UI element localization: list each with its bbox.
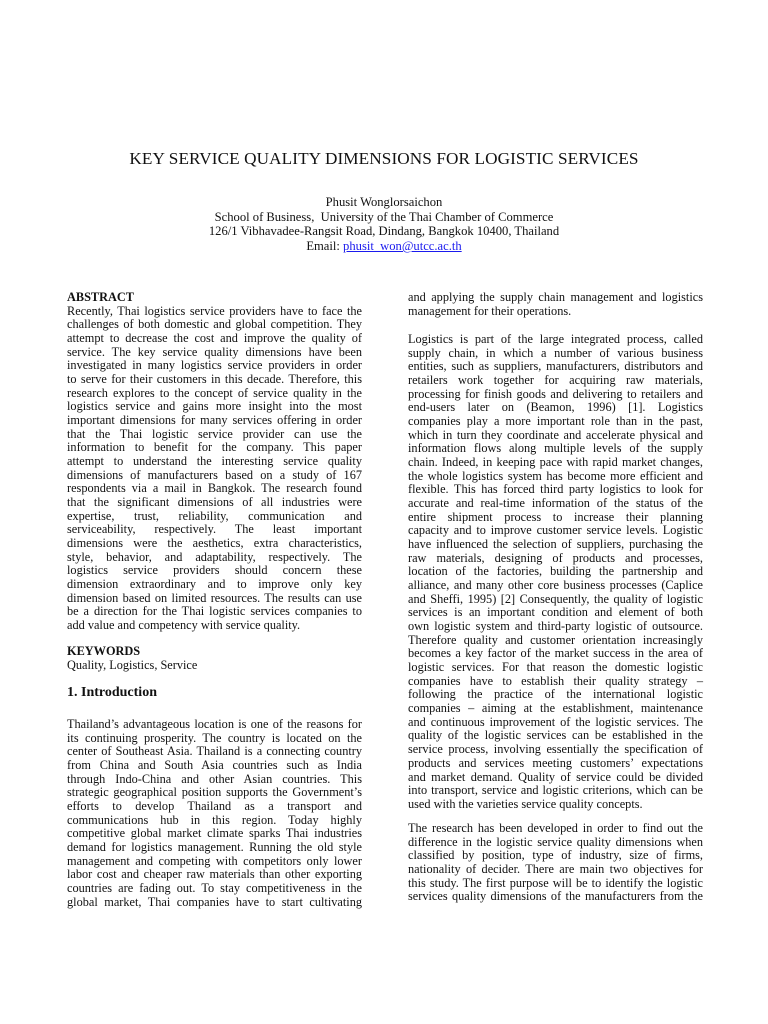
introduction-body: [67, 718, 362, 909]
author-address: 126/1 Vibhavadee-Rangsit Road, Dindang, Bangkok 10400, Thailand: [208, 224, 560, 239]
text-line: this study. The first purpose will be to identify the logistic: [408, 875, 703, 890]
text-line: The research has been developed in order to find out the: [408, 821, 703, 835]
keywords-section: [67, 645, 362, 672]
text-line: chain. Indeed, in keeping pace with rapid market changes,: [408, 455, 703, 470]
text-line: information flows along multiple levels of the supply: [408, 441, 703, 456]
text-line: retailers work together for acquiring raw materials,: [408, 373, 703, 388]
text-line: dimension extraordinary and to improve only key: [67, 577, 362, 592]
text-line: own logistic system and third-party logistic of outsource.: [408, 619, 703, 634]
text-line: and applying the supply chain management and logistics: [408, 290, 703, 304]
text-line: processing for finish goods and delivering to retailers and: [408, 386, 703, 401]
paper-title: KEY SERVICE QUALITY DIMENSIONS FOR LOGISTIC SERVICES: [129, 149, 639, 168]
text-line: through Indo-China and other Asian countries. This: [67, 771, 362, 786]
text-line: communications hub in this region. Today highly: [67, 812, 362, 827]
text-line: the whole logistics system has become more efficient and: [408, 468, 703, 483]
keywords-text: Quality, Logistics, Service: [67, 657, 198, 672]
text-line: dimensions were the aesthetics, extra characteristics,: [67, 536, 362, 551]
text-line: demand for logistics management. Running the old style: [67, 840, 362, 855]
text-line: flexible. This has forced third party logistics to look for: [408, 482, 703, 497]
keywords-heading: KEYWORDS: [67, 644, 141, 658]
text-line: and market demand. Quality of service could be divided: [408, 769, 703, 784]
text-line: Logistics is part of the large integrated process, called: [408, 332, 703, 346]
text-line: management for their operations.: [408, 303, 572, 318]
text-line: used with the varieties service quality concepts.: [408, 796, 643, 811]
text-line: companies have to establish their quality strategy –: [408, 673, 703, 688]
text-line: attempt to understand the interesting service quality: [67, 454, 362, 469]
text-line: quality of the logistic services can be established in the: [408, 728, 703, 743]
introduction-heading: [67, 686, 362, 700]
right-paragraph-1: [408, 291, 703, 318]
author-name: Phusit Wonglorsaichon: [325, 195, 443, 209]
text-line: alliance, and many other core business processes (Caplice: [408, 578, 703, 593]
text-line: challenges of both domestic and global competition. They: [67, 317, 362, 332]
text-line: supply chain, in which a number of various business: [408, 345, 703, 360]
text-line: countries are fading out. To stay competitiveness in the: [67, 881, 362, 896]
text-line: Therefore quality and customer orientation increasingly: [408, 632, 703, 647]
text-line: global market, Thai companies have to start cultivating: [67, 894, 362, 909]
text-line: classified by position, type of industry, size of firms,: [408, 848, 703, 863]
text-line: important dimensions for many services offering in order: [67, 413, 362, 428]
text-line: accurate and real-time information of the status of the: [408, 496, 703, 511]
text-line: end-users later on (Beamon, 1996) [1]. Logistics: [408, 400, 703, 415]
text-line: service. The key service quality dimensions have been: [67, 344, 362, 359]
text-line: becomes a key factor of the market success in the area of: [408, 646, 703, 661]
abstract-section: [67, 291, 362, 633]
text-line: that the significant dimensions of all industries were: [67, 495, 362, 510]
text-line: products and services meeting customers’ expectations: [408, 755, 703, 770]
text-line: service process, involving essentially the specification of: [408, 742, 703, 757]
text-line: add value and competency with service quality.: [67, 618, 301, 633]
text-line: companies – aiming at the establishment, maintenance: [408, 701, 703, 716]
text-line: Thailand’s advantageous location is one of the reasons for: [67, 717, 362, 731]
text-line: strategic geographical position supports the Government’s: [67, 785, 362, 800]
email-link[interactable]: phusit_won@utcc.ac.th: [343, 239, 462, 254]
text-line: entities, such as suppliers, manufacturers, distributors and: [408, 359, 703, 374]
text-line: that the Thai logistic service provider can use the: [67, 426, 362, 441]
email-label: Email:: [306, 239, 344, 254]
text-line: information to benefit for the company. This paper: [67, 440, 362, 455]
text-line: expertise, trust, reliability, communication and: [67, 508, 362, 523]
text-line: attempt to decrease the cost and improve the quality of: [67, 331, 362, 346]
text-line: following the practice of the international logistic: [408, 687, 703, 702]
text-line: center of Southeast Asia. Thailand is a connecting country: [67, 744, 362, 759]
text-line: logistics service providers should concern these: [67, 563, 362, 578]
text-line: investigated in many logistics service providers in order: [67, 358, 362, 373]
text-line: respondents via a mail in Bangkok. The research found: [67, 481, 362, 496]
text-line: be a direction for the Thai logistic services companies to: [67, 604, 362, 619]
text-line: location of the factories, building the partnership and: [408, 564, 703, 579]
text-line: into transport, service and logistic criterions, which can be: [408, 783, 703, 798]
text-line: capacity and to improve customer service levels. Logistic: [408, 523, 703, 538]
text-line: difference in the logistic service quality dimensions when: [408, 834, 703, 849]
text-line: logistics service and gains more insight into the most: [67, 399, 362, 414]
text-line: logistic services. For that reason the domestic logistic: [408, 660, 703, 675]
text-line: which in turn they coordinate and accelerate physical and: [408, 427, 703, 442]
text-line: have influenced the selection of suppliers, purchasing the: [408, 537, 703, 552]
text-line: competitive global market climate sparks Thai industries: [67, 826, 362, 841]
text-line: services is an important condition and element of both: [408, 605, 703, 620]
text-line: companies play a more important role than in the past,: [408, 414, 703, 429]
text-line: services quality dimensions of the manufacturers from the: [408, 889, 703, 904]
text-line: management and competing with competitors only lower: [67, 853, 362, 868]
text-line: research explores to the concept of service quality in the: [67, 385, 362, 400]
author-block: [0, 195, 768, 254]
text-line: to serve for their customers in this decade. Therefore, this: [67, 372, 362, 387]
author-email-line: [0, 239, 768, 254]
abstract-body: [67, 305, 362, 633]
abstract-heading: ABSTRACT: [67, 290, 134, 304]
text-line: efforts to develop Thailand as a transport and: [67, 799, 362, 814]
author-affiliation: School of Business, University of the Thai Chamber of Commerce: [214, 209, 554, 224]
text-line: nationality of decider. There are main two objectives for: [408, 862, 703, 877]
text-line: labor cost and cheaper raw materials than other exporting: [67, 867, 362, 882]
text-line: serviceability, respectively. The least important: [67, 522, 362, 537]
text-line: raw materials, designing of products and processes,: [408, 550, 703, 565]
text-line: and continuous improvement of the logistic services. The: [408, 714, 703, 729]
right-paragraph-3: [408, 822, 703, 904]
text-line: entire shipment process to increase their planning: [408, 509, 703, 524]
right-paragraph-2: [408, 333, 703, 812]
text-line: dimensions of manufacturers based on a study of 167: [67, 467, 362, 482]
text-line: dimension based on limited resources. The results can use: [67, 590, 362, 605]
text-line: style, behavior, and adaptability, respectively. The: [67, 549, 362, 564]
section-heading: 1. Introduction: [67, 685, 157, 700]
text-line: from China and South Asia countries such as India: [67, 758, 362, 773]
text-line: its continuing prosperity. The country is located on the: [67, 730, 362, 745]
text-line: Recently, Thai logistics service providers have to face the: [67, 303, 362, 318]
text-line: and Sheffi, 1995) [2] Consequently, the quality of logistic: [408, 591, 703, 606]
